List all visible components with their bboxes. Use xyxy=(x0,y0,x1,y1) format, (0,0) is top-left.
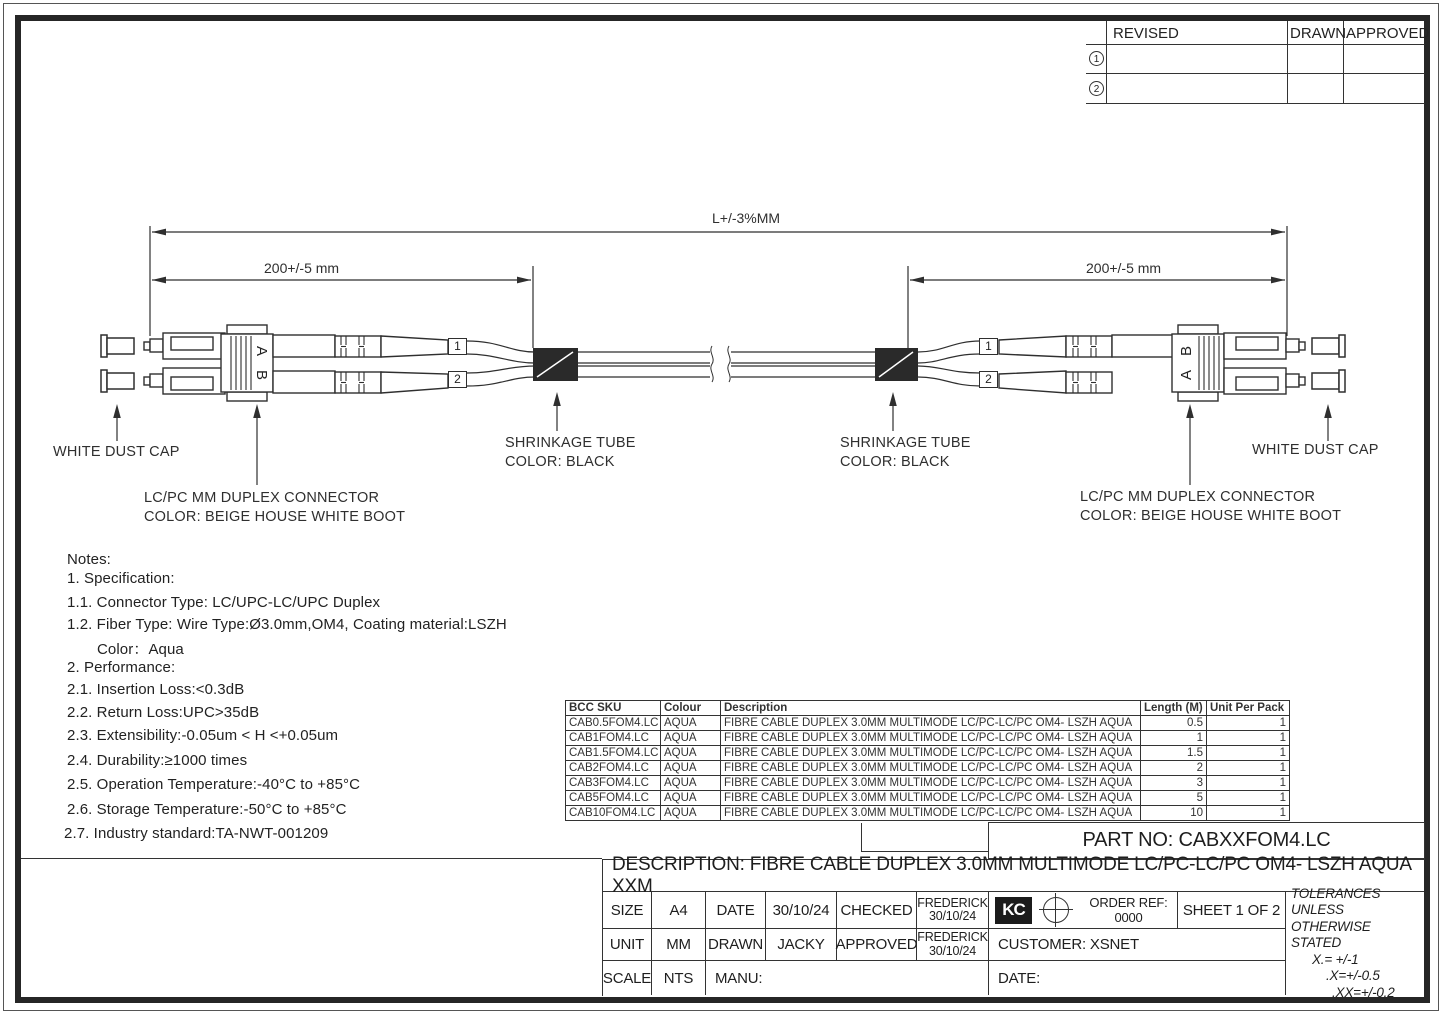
cell-length: 1.5 xyxy=(1141,746,1207,761)
parts-table-header-row xyxy=(566,701,1290,716)
shrink-tube-callout-left xyxy=(505,434,636,472)
fiber-label-1-left: 1 xyxy=(448,338,467,355)
tolerances-note xyxy=(1286,885,1424,1000)
revision-header-revised: REVISED xyxy=(1113,25,1179,42)
note-line: 2. Performance: xyxy=(67,659,176,676)
parts-table xyxy=(565,700,1290,821)
col-header-length: Length (M) xyxy=(1141,701,1207,716)
date-label: DATE xyxy=(706,892,766,929)
cell-sku: CAB0.5FOM4.LC xyxy=(566,716,661,731)
cell-description: FIBRE CABLE DUPLEX 3.0MM MULTIMODE LC/PC-LC/PC OM4- LSZH AQUA xyxy=(721,746,1141,761)
note-line: 2.4. Durability:≥1000 times xyxy=(67,752,248,769)
shrink-tube-callout-right-line2: COLOR: BLACK xyxy=(840,454,950,470)
bottom-strip-divider xyxy=(21,858,602,860)
cell-description: FIBRE CABLE DUPLEX 3.0MM MULTIMODE LC/PC-LC/PC OM4- LSZH AQUA xyxy=(721,776,1141,791)
connector-callout-left-line1: LC/PC MM DUPLEX CONNECTOR xyxy=(144,490,380,506)
title-block xyxy=(602,853,1425,1000)
revision-table-line xyxy=(1086,73,1425,74)
revision-table-line xyxy=(1287,21,1288,104)
cell-description: FIBRE CABLE DUPLEX 3.0MM MULTIMODE LC/PC-LC/PC OM4- LSZH AQUA xyxy=(721,761,1141,776)
notes-title: Notes: xyxy=(67,551,111,568)
col-header-bcc-sku: BCC SKU xyxy=(566,701,661,716)
note-line: 1. Specification: xyxy=(67,570,175,587)
shrink-tube-callout-right-line1: SHRINKAGE TUBE xyxy=(840,435,971,451)
kc-logo: KC xyxy=(995,897,1032,924)
unit-label: UNIT xyxy=(603,929,652,961)
checked-label: CHECKED xyxy=(837,892,917,929)
checked-name: FREDERICK xyxy=(917,895,988,910)
projection-vline xyxy=(1055,893,1056,927)
order-ref xyxy=(1080,895,1177,925)
cell-description: FIBRE CABLE DUPLEX 3.0MM MULTIMODE LC/PC-LC/PC OM4- LSZH AQUA xyxy=(721,806,1141,821)
cell-colour: AQUA xyxy=(661,776,721,791)
table-row xyxy=(566,716,1290,731)
connector-left-marking-b: B xyxy=(253,369,270,380)
connector-left-marking-a: A xyxy=(253,345,270,356)
fiber-label-2-left: 2 xyxy=(448,371,467,388)
order-ref-label: ORDER REF: xyxy=(1089,895,1168,910)
partno-spacer-cell xyxy=(861,823,988,852)
cell-unit: 1 xyxy=(1207,791,1290,806)
approved-date: 30/10/24 xyxy=(928,943,977,958)
revision-row1-marker: 1 xyxy=(1089,51,1104,66)
note-line: 1.1. Connector Type: LC/UPC-LC/UPC Duplex xyxy=(67,594,381,611)
cell-length: 10 xyxy=(1141,806,1207,821)
connector-callout-right xyxy=(1080,488,1341,526)
approved-value xyxy=(917,929,989,961)
note-line: 2.5. Operation Temperature:-40°C to +85°C xyxy=(67,776,361,793)
table-row xyxy=(566,731,1290,746)
col-header-colour: Colour xyxy=(661,701,721,716)
checked-date: 30/10/24 xyxy=(928,909,977,923)
revision-row2-marker: 2 xyxy=(1089,81,1104,96)
cell-length: 0.5 xyxy=(1141,716,1207,731)
projection-symbol-icon xyxy=(1039,893,1073,927)
revision-table-line xyxy=(1086,103,1425,104)
col-header-description: Description xyxy=(721,701,1141,716)
scale-label: SCALE xyxy=(603,961,652,995)
shrink-tube-callout-right xyxy=(840,434,971,472)
tolerance-line: X.= +/-1 xyxy=(1312,951,1359,967)
cell-colour: AQUA xyxy=(661,806,721,821)
manufacturer-field: MANU: xyxy=(706,961,989,995)
cell-sku: CAB2FOM4.LC xyxy=(566,761,661,776)
table-row xyxy=(566,746,1290,761)
cell-unit: 1 xyxy=(1207,776,1290,791)
customer-field: CUSTOMER: XSNET xyxy=(989,929,1286,961)
cell-unit: 1 xyxy=(1207,716,1290,731)
tolerance-line: OTHERWISE STATED xyxy=(1291,918,1371,951)
connector-callout-right-line2: COLOR: BEIGE HOUSE WHITE BOOT xyxy=(1080,508,1342,524)
dust-caps-left xyxy=(101,335,134,392)
table-row xyxy=(566,761,1290,776)
table-row xyxy=(566,806,1290,821)
revision-header-approved: APPROVED xyxy=(1346,25,1430,42)
connector-callout-left xyxy=(144,489,405,527)
approved-label: APPROVED xyxy=(837,929,917,961)
connector-left xyxy=(144,325,448,401)
cell-colour: AQUA xyxy=(661,791,721,806)
cell-colour: AQUA xyxy=(661,716,721,731)
unit-value: MM xyxy=(652,929,706,961)
drawn-value: JACKY xyxy=(766,929,837,961)
note-line: Color：Aqua xyxy=(97,641,184,658)
revision-table-line xyxy=(1086,44,1425,45)
cell-description: FIBRE CABLE DUPLEX 3.0MM MULTIMODE LC/PC-LC/PC OM4- LSZH AQUA xyxy=(721,791,1141,806)
checked-value xyxy=(917,892,989,929)
cell-unit: 1 xyxy=(1207,761,1290,776)
cell-length: 3 xyxy=(1141,776,1207,791)
shrink-tube-right xyxy=(875,348,918,381)
cell-unit: 1 xyxy=(1207,731,1290,746)
shrink-tube-callout-left-line2: COLOR: BLACK xyxy=(505,454,615,470)
dust-caps-right xyxy=(1312,335,1345,392)
date-field: DATE: xyxy=(989,961,1286,995)
cell-length: 1 xyxy=(1141,731,1207,746)
dust-cap-callout-left: WHITE DUST CAP xyxy=(53,444,180,460)
overall-length-dimension: L+/-3%MM xyxy=(712,210,781,226)
cell-sku: CAB10FOM4.LC xyxy=(566,806,661,821)
cell-sku: CAB3FOM4.LC xyxy=(566,776,661,791)
revision-table-line xyxy=(1106,21,1107,104)
fiber-label-2-right: 2 xyxy=(979,371,998,388)
logo-orderref-cell xyxy=(989,892,1178,929)
date-value: 30/10/24 xyxy=(766,892,837,929)
shrink-tube-left xyxy=(533,348,578,381)
drawing-description: DESCRIPTION: FIBRE CABLE DUPLEX 3.0MM MULTIMODE LC/PC-LC/PC OM4- LSZH AQUA XXM xyxy=(603,860,1424,892)
size-value: A4 xyxy=(652,892,706,929)
note-line: 1.2. Fiber Type: Wire Type:Ø3.0mm,OM4, Coating material:LSZH xyxy=(67,616,507,633)
part-number: PART NO: CABXXFOM4.LC xyxy=(988,822,1425,859)
note-line: 2.3. Extensibility:-0.05um < H <+0.05um xyxy=(67,727,339,744)
left-pigtail-dimension: 200+/-5 mm xyxy=(264,260,340,276)
drawn-label: DRAWN xyxy=(706,929,766,961)
cell-description: FIBRE CABLE DUPLEX 3.0MM MULTIMODE LC/PC-LC/PC OM4- LSZH AQUA xyxy=(721,731,1141,746)
col-header-unit-per-pack: Unit Per Pack xyxy=(1207,701,1290,716)
cell-description: FIBRE CABLE DUPLEX 3.0MM MULTIMODE LC/PC-LC/PC OM4- LSZH AQUA xyxy=(721,716,1141,731)
connector-callout-left-line2: COLOR: BEIGE HOUSE WHITE BOOT xyxy=(144,509,406,525)
sheet-number: SHEET 1 OF 2 xyxy=(1178,892,1286,929)
dust-cap-callout-right: WHITE DUST CAP xyxy=(1252,442,1379,458)
note-line: 2.2. Return Loss:UPC>35dB xyxy=(67,704,260,721)
order-ref-value: 0000 xyxy=(1114,910,1143,925)
table-row xyxy=(566,776,1290,791)
cell-length: 5 xyxy=(1141,791,1207,806)
note-line: 2.6. Storage Temperature:-50°C to +85°C xyxy=(67,801,347,818)
approved-name: FREDERICK xyxy=(917,930,988,944)
cell-unit: 1 xyxy=(1207,806,1290,821)
cell-colour: AQUA xyxy=(661,731,721,746)
connector-right-marking-b: B xyxy=(1178,346,1195,357)
size-label: SIZE xyxy=(603,892,652,929)
right-pigtail-dimension: 200+/-5 mm xyxy=(1086,260,1162,276)
cell-length: 2 xyxy=(1141,761,1207,776)
shrink-tube-callout-left-line1: SHRINKAGE TUBE xyxy=(505,435,636,451)
revision-header-drawn: DRAWN xyxy=(1290,25,1347,42)
connector-right-marking-a: A xyxy=(1178,370,1195,381)
fiber-label-1-right: 1 xyxy=(979,338,998,355)
tolerance-line: TOLERANCES UNLESS xyxy=(1291,885,1381,918)
cell-sku: CAB1FOM4.LC xyxy=(566,731,661,746)
cell-colour: AQUA xyxy=(661,761,721,776)
note-line: 2.1. Insertion Loss:<0.3dB xyxy=(67,681,245,698)
scale-value: NTS xyxy=(652,961,706,995)
cell-colour: AQUA xyxy=(661,746,721,761)
note-line: 2.7. Industry standard:TA-NWT-001209 xyxy=(64,825,329,842)
tolerance-line: .X=+/-0.5 xyxy=(1326,968,1380,984)
connector-right xyxy=(999,325,1305,401)
tolerance-line: .XX=+/-0.2 xyxy=(1332,984,1395,1000)
cell-sku: CAB5FOM4.LC xyxy=(566,791,661,806)
cell-unit: 1 xyxy=(1207,746,1290,761)
cell-sku: CAB1.5FOM4.LC xyxy=(566,746,661,761)
connector-callout-right-line1: LC/PC MM DUPLEX CONNECTOR xyxy=(1080,489,1316,505)
table-row xyxy=(566,791,1290,806)
